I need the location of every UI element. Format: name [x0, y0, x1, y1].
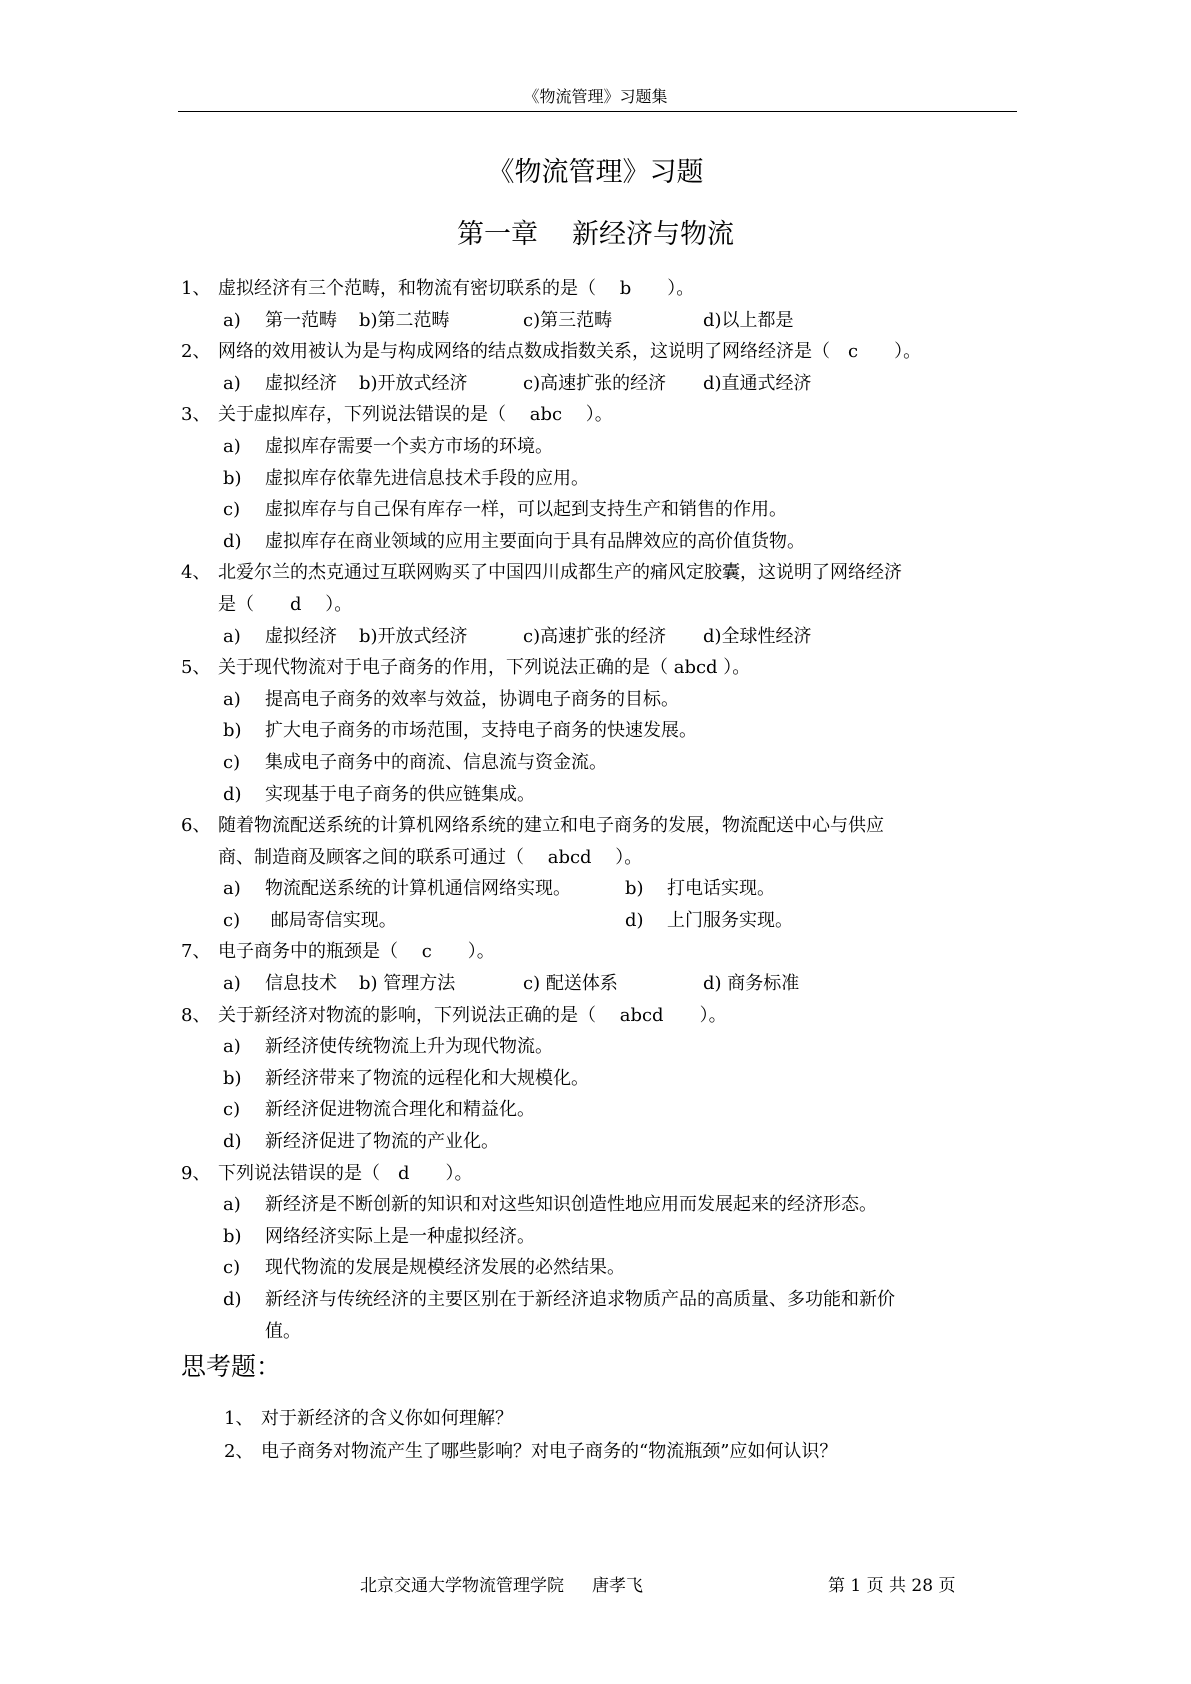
option-item: [223, 305, 337, 337]
option-text: 物流配送系统的计算机通信网络实现。: [265, 878, 571, 900]
option-text: 虚拟库存依靠先进信息技术手段的应用。: [265, 467, 589, 489]
option-text: 提高电子商务的效率与效益，协调电子商务的目标。: [265, 688, 679, 710]
option-row: [181, 368, 1021, 400]
option-letter: c): [223, 1257, 241, 1279]
document-title: 《物流管理》习题: [487, 157, 704, 188]
option-text: c)高速扩张的经济: [523, 372, 667, 394]
option-text: 打电话实现。: [667, 878, 775, 900]
option-text: 新经济促进物流合理化和精益化。: [265, 1099, 535, 1121]
thinking-heading: 思考题：: [181, 1352, 282, 1381]
question-line: [181, 273, 1021, 305]
option-letter: d): [223, 783, 242, 805]
question-text: 下列说法错误的是（ d ）。: [218, 1162, 473, 1184]
question-line: [181, 589, 1021, 621]
question-number: 1、: [181, 278, 211, 299]
question-number: 8、: [181, 1004, 211, 1026]
question-text: 电子商务中的瓶颈是（ c ）。: [218, 941, 495, 963]
question-text: 北爱尔兰的杰克通过互联网购买了中国四川成都生产的痛风定胶囊，这说明了网络经济: [218, 562, 902, 584]
option-item-continued: [181, 1316, 1021, 1348]
option-text: 新经济使传统物流上升为现代物流。: [265, 1036, 553, 1058]
option-item: [181, 1284, 1021, 1316]
option-item: [359, 621, 468, 653]
question-text: 商、制造商及顾客之间的联系可通过（ abcd ）。: [218, 846, 643, 868]
option-item: [181, 1221, 1021, 1253]
question-line: [181, 652, 1021, 684]
thinking-number: 1、: [224, 1408, 254, 1429]
option-text: c) 配送体系: [523, 973, 618, 995]
option-letter: c): [223, 751, 241, 773]
option-item: [223, 621, 337, 653]
option-item: [181, 431, 1021, 463]
option-letter: b): [625, 878, 644, 900]
option-text: d)直通式经济: [703, 372, 812, 394]
option-item: [703, 305, 794, 337]
option-item: [181, 1126, 1021, 1158]
option-letter: c): [223, 499, 241, 521]
option-text: 邮局寄信实现。: [265, 909, 397, 931]
thinking-text: 对于新经济的含义你如何理解？: [261, 1408, 513, 1429]
option-letter: c): [223, 1099, 241, 1121]
option-letter: a): [223, 1194, 241, 1216]
chapter-name: 新经济与物流: [572, 219, 734, 250]
question-text: 随着物流配送系统的计算机网络系统的建立和电子商务的发展，物流配送中心与供应: [218, 815, 884, 837]
option-text: 虚拟经济: [265, 372, 337, 394]
question-number: 2、: [181, 341, 211, 363]
question-text: 是（ d ）。: [218, 593, 353, 615]
option-text: b) 管理方法: [359, 973, 456, 995]
question-number: 7、: [181, 941, 211, 963]
option-item: [223, 968, 337, 1000]
option-letter: a): [223, 372, 241, 394]
option-text: b)开放式经济: [359, 372, 468, 394]
option-letter: a): [223, 688, 241, 710]
option-text: 集成电子商务中的商流、信息流与资金流。: [265, 751, 607, 773]
option-item: [181, 1252, 1021, 1284]
footer-institution: 北京交通大学物流管理学院: [360, 1576, 564, 1596]
thinking-number: 2、: [224, 1441, 254, 1462]
option-text: d) 商务标准: [703, 973, 800, 995]
option-letter: a): [223, 625, 241, 647]
question-text: 关于现代物流对于电子商务的作用，下列说法正确的是（ abcd ）。: [218, 657, 751, 679]
option-item: [703, 368, 812, 400]
option-letter: a): [223, 435, 241, 457]
option-text: 第一范畴: [265, 309, 337, 331]
option-item: [181, 1094, 1021, 1126]
option-item: [359, 968, 455, 1000]
thinking-item: [224, 1402, 837, 1435]
option-row: [181, 621, 1021, 653]
option-text: 现代物流的发展是规模经济发展的必然结果。: [265, 1257, 625, 1279]
option-text: b)开放式经济: [359, 625, 468, 647]
option-text: 新经济与传统经济的主要区别在于新经济追求物质产品的高质量、多功能和新价: [265, 1289, 895, 1310]
option-text: c)高速扩张的经济: [523, 625, 667, 647]
thinking-list: [224, 1402, 837, 1468]
option-text: 新经济促进了物流的产业化。: [265, 1131, 499, 1153]
option-item: [181, 1189, 1021, 1221]
option-letter: d): [223, 1289, 242, 1310]
question-number: 9、: [181, 1162, 211, 1184]
option-letter: d): [223, 530, 242, 552]
option-item: [181, 715, 1021, 747]
option-text: 值。: [265, 1320, 301, 1342]
question-line: [181, 336, 1021, 368]
option-row: [181, 305, 1021, 337]
option-text: 虚拟库存与自己保有库存一样，可以起到支持生产和销售的作用。: [265, 499, 787, 521]
option-item: [223, 905, 397, 937]
option-item: [223, 368, 337, 400]
header-rule: [178, 111, 1017, 112]
option-text: 新经济带来了物流的远程化和大规模化。: [265, 1067, 589, 1089]
question-text: 关于新经济对物流的影响，下列说法正确的是（ abcd ）。: [218, 1004, 727, 1026]
question-number: 5、: [181, 657, 211, 679]
question-line: [181, 936, 1021, 968]
option-text: 虚拟库存在商业领域的应用主要面向于具有品牌效应的高价值货物。: [265, 530, 805, 552]
option-text: c)第三范畴: [523, 309, 613, 331]
option-letter: d): [625, 909, 644, 931]
option-letter: b): [223, 1067, 242, 1089]
option-item: [523, 968, 618, 1000]
option-item: [181, 779, 1021, 811]
option-item: [523, 621, 666, 653]
option-letter: a): [223, 973, 241, 995]
option-letter: c): [223, 909, 241, 931]
option-letter: d): [223, 1131, 242, 1153]
option-text: 网络经济实际上是一种虚拟经济。: [265, 1225, 535, 1247]
option-text: d)以上都是: [703, 309, 794, 331]
option-text: 信息技术: [265, 973, 337, 995]
question-line: [181, 1000, 1021, 1032]
option-item: [359, 368, 468, 400]
question-list: [181, 273, 1021, 1347]
question-text: 虚拟经济有三个范畴，和物流有密切联系的是（ b ）。: [218, 278, 695, 299]
option-letter: a): [223, 309, 241, 331]
running-header: 《物流管理》习题集: [523, 87, 668, 106]
option-row: [181, 905, 1021, 937]
option-item: [181, 1063, 1021, 1095]
option-letter: b): [223, 1225, 242, 1247]
question-line: [181, 1158, 1021, 1190]
question-number: 6、: [181, 815, 211, 837]
option-item: [703, 968, 799, 1000]
option-letter: b): [223, 467, 242, 489]
footer-page-info: 第 1 页 共 28 页: [828, 1576, 956, 1596]
option-item: [359, 305, 450, 337]
option-item: [703, 621, 812, 653]
option-item: [625, 905, 793, 937]
question-number: 3、: [181, 404, 211, 426]
option-text: 虚拟经济: [265, 625, 337, 647]
question-line: [181, 399, 1021, 431]
option-text: b)第二范畴: [359, 309, 450, 331]
footer-author: 唐孝飞: [592, 1576, 643, 1596]
option-letter: b): [223, 720, 242, 742]
option-text: 新经济是不断创新的知识和对这些知识创造性地应用而发展起来的经济形态。: [265, 1194, 877, 1216]
option-row: [181, 968, 1021, 1000]
chapter-title: [0, 212, 1191, 251]
option-item: [223, 873, 571, 905]
option-row: [181, 873, 1021, 905]
option-text: d)全球性经济: [703, 625, 812, 647]
option-item: [181, 463, 1021, 495]
option-text: 上门服务实现。: [667, 909, 793, 931]
question-text: 关于虚拟库存，下列说法错误的是（ abc ）。: [218, 404, 613, 426]
option-item: [181, 494, 1021, 526]
question-line: [181, 810, 1021, 842]
question-number: 4、: [181, 562, 211, 584]
thinking-item: [224, 1435, 837, 1468]
option-item: [625, 873, 775, 905]
option-letter: a): [223, 878, 241, 900]
option-text: 虚拟库存需要一个卖方市场的环境。: [265, 435, 553, 457]
option-item: [181, 684, 1021, 716]
option-item: [523, 368, 666, 400]
option-text: 实现基于电子商务的供应链集成。: [265, 783, 535, 805]
question-line: [181, 557, 1021, 589]
option-text: 扩大电子商务的市场范围，支持电子商务的快速发展。: [265, 720, 697, 742]
question-line: [181, 842, 1021, 874]
option-item: [181, 747, 1021, 779]
chapter-label: 第一章: [457, 219, 538, 250]
thinking-text: 电子商务对物流产生了哪些影响？对电子商务的“物流瓶颈”应如何认识？: [261, 1441, 838, 1462]
option-item: [523, 305, 612, 337]
option-letter: a): [223, 1036, 241, 1058]
question-text: 网络的效用被认为是与构成网络的结点数成指数关系，这说明了网络经济是（ c ）。: [218, 341, 922, 363]
option-item: [181, 526, 1021, 558]
option-item: [181, 1031, 1021, 1063]
